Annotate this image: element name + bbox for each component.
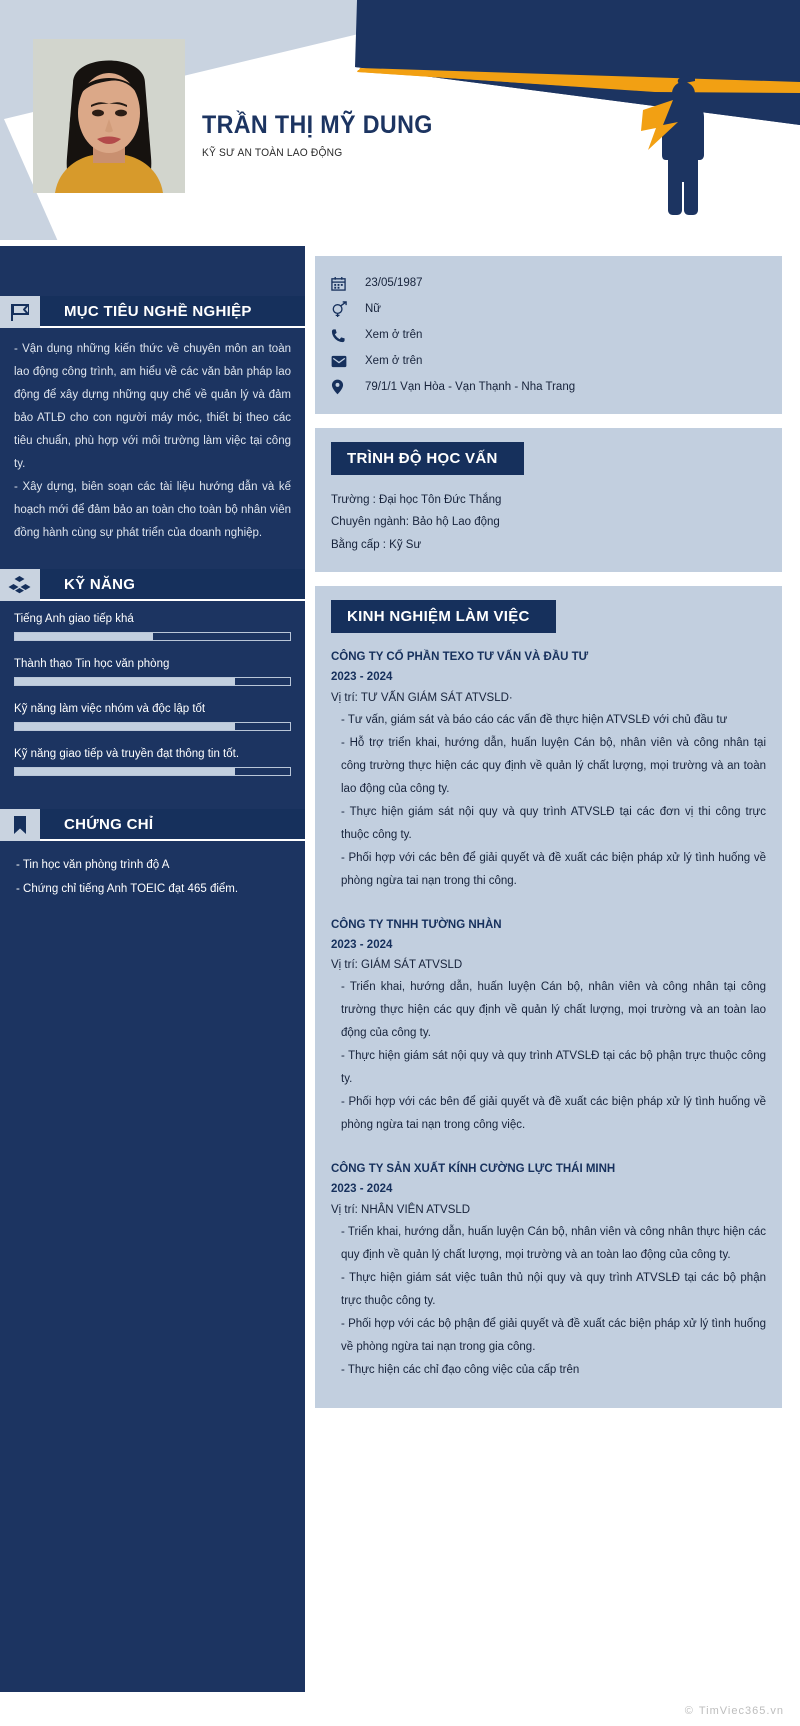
skill-label: Thành thạo Tin học văn phòng: [14, 658, 170, 670]
watermark-prefix: ©: [684, 1705, 694, 1717]
contact-row-birthdate: [331, 270, 766, 296]
education-section-title: TRÌNH ĐỘ HỌC VẤN: [331, 442, 524, 475]
skill-label: Tiếng Anh giao tiếp khá: [14, 613, 134, 625]
job-bullet: - Thực hiện giám sát việc tuân thủ nội quy và quy trình ATVSLĐ tại các bộ phận trực thuộc công ty.: [341, 1271, 766, 1307]
job-bullet: - Phối hợp với các bên để giải quyết và đề xuất các biện pháp xử lý tình huống về phòng ngừa tai nạn trong công việc.: [341, 1096, 766, 1132]
skill-progress-track: [14, 722, 291, 731]
job-position: Vị trí: TƯ VẤN GIÁM SÁT ATVSLD·: [331, 691, 513, 704]
contact-value: Xem ở trên: [365, 355, 423, 367]
contact-row-address: [331, 374, 766, 400]
objective-body: [0, 328, 305, 551]
experience-item: [331, 1159, 766, 1382]
job-bullet: - Triển khai, hướng dẫn, huấn luyện Cán bộ, nhân viên và công nhân thực hiện các quy định về quản lý chất lượng, mọi trường và an toàn lao động của công ty.: [341, 1225, 766, 1261]
skill-item: [14, 658, 291, 686]
job-bullet: - Thực hiện giám sát nội quy và quy trình ATVSLĐ tại các bộ phận trực thuộc công ty.: [341, 1050, 766, 1086]
certificate-item: - Tin học văn phòng trình độ A: [16, 859, 170, 871]
contact-row-gender: [331, 296, 766, 322]
objective-paragraph: - Vận dụng những kiến thức về chuyên môn an toàn lao động công trình, am hiểu về các văn bản pháp lao động để xây dựng những quy chế về quản lý và đảm bảo ATLĐ cho con người máy móc, thiết bị theo các tiêu chuẩn, phù hợp với môi trường làm việc tại công ty.: [14, 343, 291, 470]
sidebar-section-objective: [0, 296, 305, 328]
job-company: CÔNG TY SẢN XUẤT KÍNH CƯỜNG LỰC THÁI MINH: [331, 1163, 616, 1176]
job-company: CÔNG TY TNHH TƯỜNG NHÀN: [331, 918, 502, 931]
skill-label: Kỹ năng làm việc nhóm và độc lập tốt: [14, 703, 206, 715]
job-bullet: - Hỗ trợ triển khai, hướng dẫn, huấn luyện Cán bộ, nhân viên và công nhân tại công trường thực hiện các quy định về quản lý chất lượng, mọi trường và an toàn lao động của công ty.: [341, 736, 766, 795]
skill-progress-track: [14, 632, 291, 641]
skills-list: [0, 601, 305, 807]
skill-progress-track: [14, 677, 291, 686]
sidebar-section-title-skills: KỸ NĂNG: [40, 569, 305, 601]
contact-value: Xem ở trên: [365, 329, 423, 341]
sidebar-section-certificates: [0, 809, 305, 841]
watermark-text: TimViec365.vn: [698, 1705, 784, 1717]
job-years: 2023 - 2024: [331, 938, 393, 951]
experience-item: [331, 647, 766, 893]
contact-row-phone: [331, 322, 766, 348]
skill-item: [14, 748, 291, 776]
calendar-icon: [331, 276, 365, 291]
flag-icon: [0, 296, 40, 328]
experience-panel: [315, 586, 782, 1408]
email-icon: [331, 355, 365, 368]
job-position: Vị trí: GIÁM SÁT ATVSLD: [331, 959, 463, 972]
skill-item: [14, 703, 291, 731]
sidebar-section-title-objective: MỤC TIÊU NGHỀ NGHIỆP: [40, 296, 305, 328]
contact-row-email: [331, 348, 766, 374]
identity-block: [202, 112, 450, 159]
education-line: Chuyên ngành: Bảo hộ Lao động: [331, 516, 500, 529]
sidebar: [0, 246, 305, 1726]
contact-value: 79/1/1 Vạn Hòa - Vạn Thạnh - Nha Trang: [365, 381, 576, 393]
education-panel: [315, 428, 782, 572]
cv-body: [0, 246, 800, 1726]
skill-progress-fill: [15, 633, 153, 640]
skill-progress-fill: [15, 768, 235, 775]
contact-panel: [315, 256, 782, 414]
job-title: KỸ SƯ AN TOÀN LAO ĐỘNG: [202, 146, 343, 159]
job-bullet: - Thực hiện các chỉ đạo công việc của cấp trên: [341, 1363, 580, 1376]
skill-progress-fill: [15, 678, 235, 685]
job-company: CÔNG TY CỔ PHẦN TEXO TƯ VẤN VÀ ĐẦU TƯ: [331, 651, 589, 664]
watermark: [685, 1705, 784, 1717]
sidebar-section-title-certificates: CHỨNG CHỈ: [40, 809, 305, 841]
skill-item: [14, 613, 291, 641]
education-line: Trường : Đại học Tôn Đức Thắng: [331, 494, 502, 506]
job-years: 2023 - 2024: [331, 1183, 393, 1196]
sidebar-section-skills: [0, 569, 305, 601]
contact-value: 23/05/1987: [365, 277, 423, 289]
phone-icon: [331, 328, 365, 343]
bookmark-icon: [0, 809, 40, 841]
gender-icon: [331, 301, 365, 318]
blocks-icon: [0, 569, 40, 601]
cv-header: [0, 0, 800, 246]
objective-paragraph: - Xây dựng, biên soạn các tài liệu hướng dẫn và kế hoạch mới để đảm bảo an toàn cho toàn bộ nhân viên đồng hành cùng sự phát triển của doanh nghiệp.: [14, 481, 291, 539]
job-bullet: - Tư vấn, giám sát và báo cáo các vấn đề thực hiện ATVSLĐ với chủ đầu tư: [341, 713, 728, 726]
location-icon: [331, 379, 365, 395]
certificates-list: [0, 841, 305, 911]
skill-progress-track: [14, 767, 291, 776]
experience-section-title: KINH NGHIỆM LÀM VIỆC: [331, 600, 556, 633]
education-line: Bằng cấp : Kỹ Sư: [331, 538, 422, 551]
profile-photo-image: [33, 39, 185, 193]
job-bullet: - Phối hợp với các bên để giải quyết và đề xuất các biện pháp xử lý tình huống về phòng ngừa tai nạn trong thi công.: [341, 851, 766, 887]
job-bullet: - Phối hợp với các bộ phận để giải quyết và đề xuất các biện pháp xử lý tình huống về phòng ngừa tai nạn trong gia công.: [341, 1317, 766, 1353]
skill-label: Kỹ năng giao tiếp và truyền đạt thông tin tốt.: [14, 748, 240, 760]
skill-progress-fill: [15, 723, 235, 730]
experience-item: [331, 915, 766, 1138]
page-title: TRẦN THỊ MỸ DUNG: [202, 111, 433, 139]
job-bullet: - Thực hiện giám sát nội quy và quy trình ATVSLĐ tại các đơn vị thi công trực thuộc công ty.: [341, 805, 766, 841]
job-years: 2023 - 2024: [331, 671, 393, 684]
profile-photo: [33, 39, 185, 193]
main-content: [305, 246, 800, 1726]
job-bullet: - Triển khai, hướng dẫn, huấn luyện Cán bộ, nhân viên và công nhân tại công trường thực hiện các quy định về quản lý chất lượng, mọi trường và an toàn lao động của công ty.: [341, 981, 766, 1040]
certificate-item: - Chứng chỉ tiếng Anh TOEIC đạt 465 điểm.: [16, 883, 239, 896]
job-position: Vị trí: NHÂN VIÊN ATVSLD: [331, 1203, 471, 1216]
contact-value: Nữ: [365, 303, 382, 315]
cv-footer: [0, 1692, 800, 1726]
